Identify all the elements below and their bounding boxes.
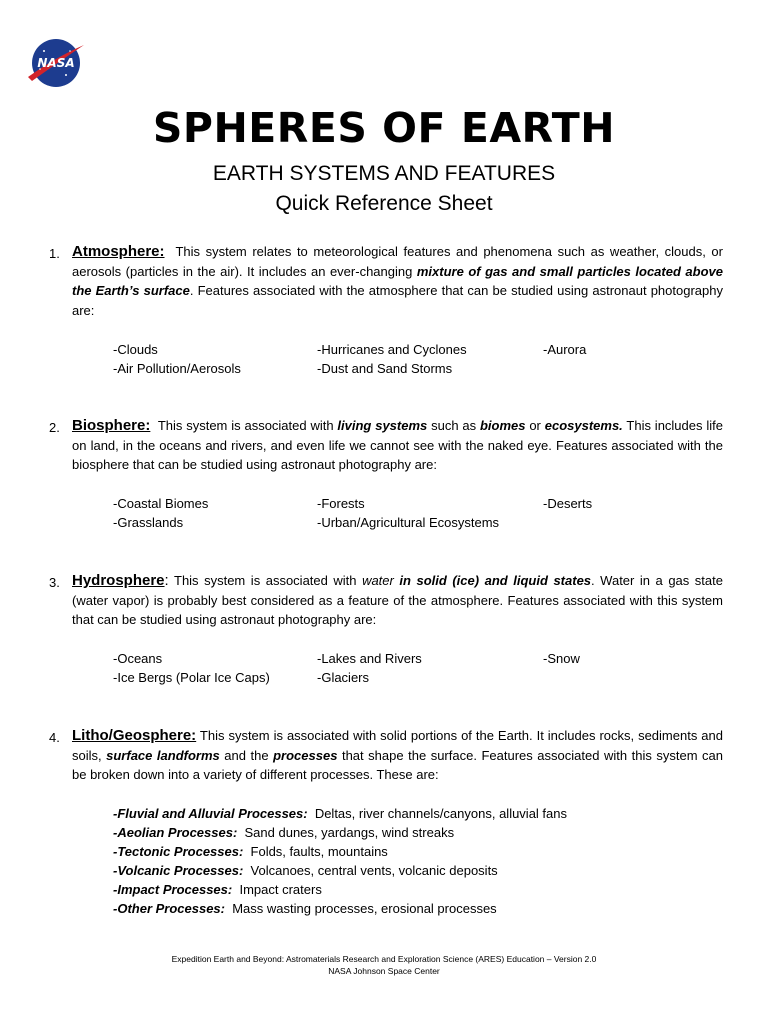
para-text: such as: [427, 418, 480, 433]
feature-list-hydrosphere: [113, 649, 733, 687]
feature-item: -Aurora: [543, 342, 587, 357]
feature-list-biosphere: [113, 494, 733, 532]
process-name: -Tectonic Processes:: [113, 844, 244, 859]
process-list: [113, 804, 567, 918]
para-text: and the: [219, 747, 274, 763]
section-paragraph: [72, 571, 723, 630]
para-text: that shape the surface. Features associated with this system can be broken down into a variety of different processes. These are:: [72, 747, 724, 782]
footer-line: Expedition Earth and Beyond: Astromaterials Research and Exploration Science (ARES) Education – Version 2.0: [171, 954, 597, 964]
feature-list-atmosphere: [113, 340, 733, 378]
process-item: [113, 842, 567, 861]
feature-row: [113, 359, 733, 378]
feature-item: -Deserts: [543, 496, 593, 511]
para-text: . Water in a gas state (water vapor) is probably best considered as a feature of the atmosphere. Features associated with this system that can be studied using astronaut photography are:: [72, 573, 723, 627]
para-text: This system is associated with: [168, 573, 363, 588]
section-paragraph: [72, 416, 723, 475]
para-emphasis: water: [362, 573, 394, 588]
section-heading: Hydrosphere: [72, 572, 165, 589]
para-text: . Features associated with the atmosphere that can be studied using astronaut photography are:: [72, 283, 723, 318]
process-name: -Other Processes:: [113, 901, 225, 916]
feature-row: [113, 649, 733, 668]
feature-item: -Coastal Biomes: [113, 496, 209, 511]
feature-item: -Clouds: [113, 342, 158, 357]
feature-item: -Glaciers: [317, 670, 370, 685]
para-text: or: [525, 418, 545, 433]
feature-item: -Grasslands: [113, 515, 184, 530]
page-title: SPHERES OF EARTH: [152, 104, 616, 152]
section-number: 3.: [49, 575, 60, 590]
process-desc: Impact craters: [232, 882, 322, 897]
feature-item: -Forests: [317, 496, 365, 511]
process-desc: Volcanoes, central vents, volcanic deposits: [243, 863, 498, 878]
process-desc: Sand dunes, yardangs, wind streaks: [237, 825, 455, 840]
feature-item: -Ice Bergs (Polar Ice Caps): [113, 670, 270, 685]
para-emphasis: mixture of gas and small particles located above the Earth’s surface: [72, 263, 724, 298]
process-desc: Folds, faults, mountains: [243, 844, 388, 859]
section-number: 2.: [49, 420, 60, 435]
para-text: This system is associated with: [157, 418, 338, 433]
process-item: [113, 804, 567, 823]
feature-item: -Hurricanes and Cyclones: [317, 342, 467, 357]
process-name: -Fluvial and Alluvial Processes:: [113, 806, 308, 821]
process-name: -Volcanic Processes:: [113, 863, 244, 878]
heading-colon: :: [164, 572, 169, 589]
feature-row: [113, 340, 733, 359]
para-text: This includes life on land, in the oceans and rivers, and even life we cannot see with the naked eye. Features associated with the biosphere that can be studied using astronaut photography are:: [72, 418, 723, 472]
feature-item: -Lakes and Rivers: [317, 651, 422, 666]
page-subtitle: EARTH SYSTEMS AND FEATURES: [212, 162, 556, 185]
section-number: 4.: [49, 730, 60, 745]
process-item: [113, 861, 567, 880]
footer-line: NASA Johnson Space Center: [328, 966, 440, 976]
feature-item: -Oceans: [113, 651, 163, 666]
feature-row: [113, 668, 733, 687]
section-heading: Litho/Geosphere:: [72, 727, 197, 744]
section-paragraph: [72, 242, 723, 320]
process-name: -Aeolian Processes:: [113, 825, 238, 840]
process-desc: Deltas, river channels/canyons, alluvial fans: [307, 806, 567, 821]
section-number: 1.: [49, 246, 60, 261]
section-paragraph: [72, 726, 723, 785]
section-heading: Atmosphere:: [72, 243, 165, 260]
page-subtitle-2: Quick Reference Sheet: [275, 192, 493, 215]
para-emphasis: ecosystems.: [544, 418, 623, 433]
para-emphasis: living systems: [337, 418, 428, 433]
process-item: [113, 823, 567, 842]
para-text: This system is associated with solid portions of the Earth. It includes rocks, sediments and soils,: [72, 728, 723, 763]
nasa-logo: [26, 37, 86, 89]
process-item: [113, 880, 567, 899]
para-emphasis: in solid (ice) and liquid states: [393, 573, 592, 588]
para-emphasis: processes: [273, 747, 338, 763]
feature-item: -Dust and Sand Storms: [317, 361, 453, 376]
nasa-logo-text: NASA: [37, 56, 75, 70]
process-desc: Mass wasting processes, erosional processes: [225, 901, 497, 916]
process-name: -Impact Processes:: [113, 882, 233, 897]
para-text: This system relates to meteorological features and phenomena such as weather, clouds, or aerosols (particles in the air). It includes an ever-changing: [72, 244, 723, 279]
process-item: [113, 899, 567, 918]
feature-row: [113, 513, 733, 532]
feature-row: [113, 494, 733, 513]
para-emphasis: surface landforms: [106, 747, 220, 763]
feature-item: -Snow: [543, 651, 580, 666]
para-emphasis: biomes: [479, 418, 526, 433]
feature-item: -Urban/Agricultural Ecosystems: [317, 515, 500, 530]
section-heading: Biosphere:: [72, 417, 151, 434]
page-footer: [0, 953, 768, 977]
feature-item: -Air Pollution/Aerosols: [113, 361, 241, 376]
